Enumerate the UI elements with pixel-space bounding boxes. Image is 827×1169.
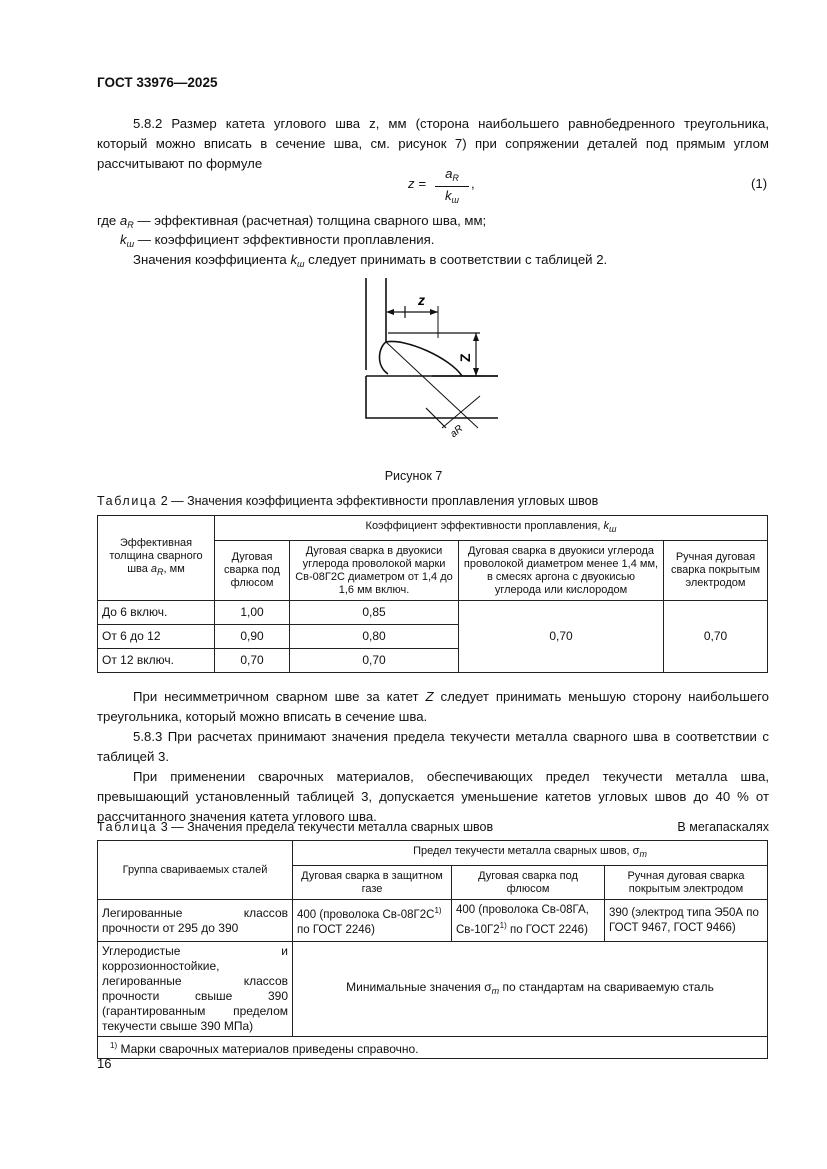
page-number: 16 — [97, 1056, 112, 1071]
t2-row-label: От 12 включ. — [98, 649, 215, 673]
formula-numerator: a — [445, 166, 453, 181]
t3-footnote-row — [98, 1037, 768, 1059]
t2-cell: 0,70 — [290, 649, 459, 673]
t2-header-group: Коэффициент эффективности проплавления, $k_ш$ — [215, 516, 768, 541]
formula-comma: , — [471, 176, 475, 191]
formula-number: (1) — [751, 176, 768, 191]
table-2 — [97, 515, 768, 673]
table-3-title: Таблица 3 — Значения предела текучести металла сварных швов — [97, 820, 494, 834]
where-intro: где — [97, 213, 117, 228]
where-k-desc: — коэффициент эффективности проплавления. — [134, 232, 435, 247]
paragraph-materials: При применении сварочных материалов, обеспечивающих предел текучести металла шва, превышающий установленный таблицей 3, допускается уменьшение катетов угловых швов до 40 % от рассчитанного значения катета углового шва. — [97, 769, 769, 824]
where-a-sub: R — [127, 220, 134, 230]
where-a-symbol: a — [119, 213, 128, 228]
table-3-units: В мегапаскалях — [677, 820, 769, 834]
t3-header-col2: Дуговая сварка под флюсом — [452, 866, 605, 900]
where-values-line — [133, 250, 607, 274]
values-post: следует принимать в соответствии с таблицей 2. — [304, 252, 608, 267]
section-5-8-3: 5.8.3 При расчетах принимают значения предела текучести металла сварного шва в соответствии с таблицей 3. — [97, 729, 769, 764]
t2-merged-col4: 0,70 — [664, 601, 768, 673]
t3-row-label: Углеродистые и коррозионностойкие, легированные классов прочности свыше 390 (гарантированным пределом текучести свыше 390 МПа) — [98, 942, 293, 1037]
paragraph-asymmetric: При несимметричном сварном шве за катет Z следует принимать меньшую сторону наибольшего треугольника, который можно вписать в сечение шва. — [97, 689, 770, 724]
figure-7-fillet-weld — [350, 278, 510, 458]
t3-row — [98, 900, 768, 942]
document-code: ГОСТ 33976—2025 — [97, 75, 218, 90]
t3-cell: 390 (электрод типа Э50А по ГОСТ 9467, ГОСТ 9466) — [605, 900, 768, 942]
t3-header-group: Предел текучести металла сварных швов, $\sigma_т$ — [293, 841, 768, 866]
t3-header-steel-group: Группа свариваемых сталей — [98, 841, 293, 900]
table-2-title-rest: 2 — Значения коэффициента эффективности проплавления угловых швов — [157, 494, 599, 508]
t2-row — [98, 601, 768, 625]
t3-header-col1: Дуговая сварка в защитном газе — [293, 866, 452, 900]
where-k-symbol: k — [120, 232, 127, 247]
table-2-title-prefix: Таблица — [97, 494, 158, 508]
formula-numerator-sub: R — [452, 173, 459, 183]
t2-header-col1: Дуговая сварка под флюсом — [215, 541, 290, 601]
formula-denominator: k — [444, 188, 452, 203]
t2-header-col4: Ручная дуговая сварка покрытым электродом — [664, 541, 768, 601]
where-a-desc: — эффективная (расчетная) толщина сварного шва, мм; — [133, 213, 487, 228]
t2-header-col3: Дуговая сварка в двуокиси углерода проволокой диаметром менее 1,4 мм, в смесях аргона с двуокисью углерода или кислородом — [459, 541, 664, 601]
figure-label-z-top: z — [418, 292, 425, 308]
values-sub: ш — [297, 259, 305, 269]
t2-cell: 0,90 — [215, 625, 290, 649]
formula-denominator-sub: ш — [451, 195, 460, 205]
t2-cell: 0,80 — [290, 625, 459, 649]
section-5-8-2: 5.8.2 Размер катета углового шва z, мм (сторона наибольшего равнобедренного треугольника, который можно вписать в сечение шва, см. рисунок 7) при сопряжении деталей под прямым углом рассчитывают по формуле — [97, 116, 769, 171]
values-symbol: k — [290, 252, 298, 267]
formula-1 — [408, 166, 508, 206]
values-pre: Значения коэффициента — [133, 252, 291, 267]
t2-row-label: До 6 включ. — [98, 601, 215, 625]
table-2-title — [97, 494, 598, 508]
t3-merged-cell: Минимальные значения $\sigma_т$ по стандартам на свариваемую сталь — [293, 942, 768, 1037]
t2-cell: 1,00 — [215, 601, 290, 625]
where-k-sub: ш — [126, 239, 135, 249]
t3-header-col3: Ручная дуговая сварка покрытым электродом — [605, 866, 768, 900]
figure-caption: Рисунок 7 — [384, 469, 443, 483]
t3-cell: 400 (проволока $Св-08Г2С^{1)}$ по ГОСТ 2246) — [293, 900, 452, 942]
t2-cell: 0,85 — [290, 601, 459, 625]
figure-label-aR: aR — [448, 423, 466, 440]
t3-row-label: Легированные классов прочности от 295 до 390 — [98, 900, 293, 942]
t2-row-label: От 6 до 12 — [98, 625, 215, 649]
table-3 — [97, 840, 768, 1059]
t3-cell: 400 (проволока Св-08ГА, Св-10Г2$^{1)}$ по ГОСТ 2246) — [452, 900, 605, 942]
t2-header-col2: Дуговая сварка в двуокиси углерода проволокой марки Св-08Г2С диаметром от 1,4 до 1,6 мм включ. — [290, 541, 459, 601]
t2-header-thickness: Эффективная толщина сварного шва $a_R$, мм — [98, 516, 215, 601]
t2-cell: 0,70 — [215, 649, 290, 673]
t3-footnote: $^{1)}$ Марки сварочных материалов приведены справочно. — [98, 1037, 768, 1059]
formula-lhs: z = — [408, 176, 426, 191]
t3-row — [98, 942, 768, 1037]
figure-label-z-side: Z — [457, 353, 473, 362]
t2-merged-col3: 0,70 — [459, 601, 664, 673]
